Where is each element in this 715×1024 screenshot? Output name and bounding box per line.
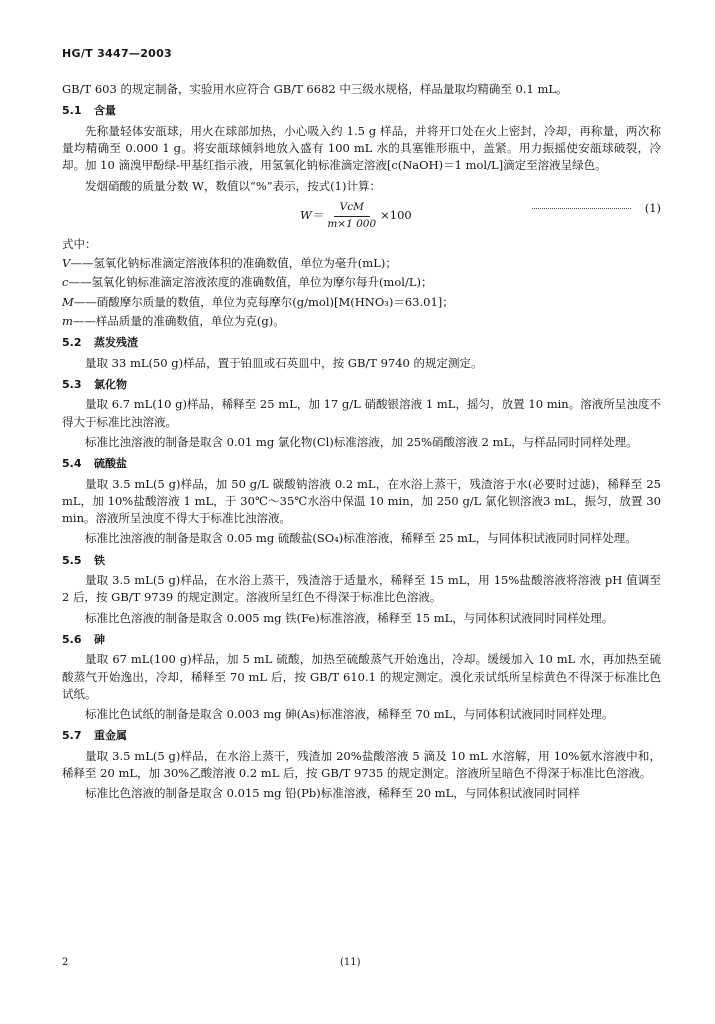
section-title: 硫酸盐 (94, 457, 127, 470)
section-5-5-paragraph-1: 量取 3.5 mL(5 g)样品，在水浴上蒸干，残渣溶于适量水，稀释至 15 mL，用 15%盐酸溶液将溶液 pH 值调至 2 后，按 GB/T 9739 的规定测定。溶液所呈红色不得深于标准比色溶液。 (62, 573, 661, 605)
definition-text: ——样品质量的准确数值，单位为克(g)。 (72, 313, 285, 328)
definition-v (62, 255, 661, 272)
intro-paragraph: GB/T 603 的规定制备，实验用水应符合 GB/T 6682 中三级水规格，样品量取均精确至 0.1 mL。 (62, 82, 568, 96)
section-5-7-paragraph-1: 量取 3.5 mL(5 g)样品，在水浴上蒸干，残渣加 20%盐酸溶液 5 滴及 10 mL 水溶解，用 10%氨水溶液中和，稀释至 20 mL，加 30%乙酸溶液 0.2 mL 后，按 GB/T 9735 的规定测定。溶液所呈暗色不得深于标准比色溶液。 (62, 748, 661, 780)
section-5-1-paragraph-1: 先称量轻体安瓿球，用火在球部加热，小心吸入约 1.5 g 样品，并将开口处在火上密封，冷却，再称量，两次称量均精确至 0.000 1 g。将安瓿球倾斜地放入盛有 100 mL 水的具塞锥形瓶中，盖紧。用力振摇使安瓿球破裂，冷却。加 10 滴溴甲酚绿-甲基红指示液，用氢氧化钠标准滴定溶液[c(NaOH)＝1 mol/L]滴定至溶液呈绿色。 (62, 123, 661, 173)
section-number: 5.2 (62, 336, 82, 349)
section-5-5-heading (62, 553, 661, 570)
definition-symbol: M (62, 294, 74, 309)
page-number: 2 (62, 957, 69, 968)
definition-symbol: m (62, 313, 73, 328)
section-5-7-paragraph-2: 标准比色溶液的制备是取含 0.015 mg 铅(Pb)标准溶液，稀释至 20 mL，与同体积试液同时同样 (85, 786, 580, 801)
section-5-2-paragraph-1: 量取 33 mL(50 g)样品，置于铂皿或石英皿中，按 GB/T 9740 的规定测定。 (85, 355, 483, 370)
section-title: 铁 (94, 553, 105, 567)
section-5-6-heading (62, 632, 661, 649)
definition-symbol: c (62, 275, 69, 290)
section-number: 5.7 (62, 729, 82, 743)
formula-multiplier: ×100 (380, 208, 412, 223)
definition-symbol: V (62, 256, 71, 270)
where-label: 式中： (62, 236, 97, 251)
section-5-3-paragraph-2: 标准比浊溶液的制备是取含 0.01 mg 氯化物(Cl)标准溶液，加 25%硝酸溶液 2 mL，与样品同时同样处理。 (85, 434, 638, 449)
section-5-1-heading (62, 103, 661, 120)
formula-leader-dots (532, 208, 631, 209)
section-number: 5.5 (62, 553, 82, 567)
section-5-3-paragraph-1: 量取 6.7 mL(10 g)样品，稀释至 25 mL，加 17 g/L 硝酸银溶液 1 mL，摇匀，放置 10 min。溶液所呈浊度不得大于标准比浊溶液。 (62, 397, 661, 429)
section-5-2-heading (62, 335, 661, 352)
section-number: 5.1 (62, 104, 82, 118)
section-5-5-paragraph-2: 标准比色溶液的制备是取含 0.005 mg 铁(Fe)标准溶液，稀释至 15 mL，与同体积试液同时同样处理。 (85, 610, 614, 625)
definition-text: ——氢氧化钠标准滴定溶液体积的准确数值，单位为毫升(mL)； (70, 256, 397, 270)
definition-m-mass (62, 313, 661, 330)
section-number: 5.6 (62, 632, 82, 646)
definition-text: ——硝酸摩尔质量的数值，单位为克每摩尔(g/mol)[M(HNO₃)＝63.01]； (73, 294, 454, 309)
formula-fraction (327, 200, 376, 233)
section-5-7-heading (62, 728, 661, 745)
section-5-1-paragraph-2: 发烟硝酸的质量分数 W，数值以“%”表示，按式(1)计算： (85, 178, 381, 193)
section-title: 重金属 (94, 729, 127, 743)
formula-1 (62, 198, 661, 232)
standard-number: HG/T 3447—2003 (62, 47, 173, 60)
section-5-6-paragraph-1: 量取 67 mL(100 g)样品，加 5 mL 硫酸，加热至硫酸蒸气开始逸出，冷却。缓缓加入 10 mL 水，再加热至硫酸蒸气开始逸出，冷却，稀释至 70 mL 后，按 GB/T 610.1 的规定测定。溴化汞试纸所呈棕黄色不得深于标准比色试纸。 (62, 652, 661, 701)
section-number: 5.4 (62, 457, 82, 470)
document-body (62, 81, 661, 806)
page-mark: (11) (340, 957, 361, 968)
definition-m-molar (62, 294, 661, 311)
definition-c (62, 274, 661, 291)
section-title: 砷 (94, 632, 105, 646)
definition-text: ——氢氧化钠标准滴定溶液浓度的准确数值，单位为摩尔每升(mol/L)； (68, 275, 433, 290)
formula-equation-number: (1) (644, 200, 661, 215)
section-5-3-heading (62, 377, 661, 394)
section-title: 氯化物 (94, 377, 127, 391)
section-5-6-paragraph-2: 标准比色试纸的制备是取含 0.003 mg 砷(As)标准溶液，稀释至 70 mL，与同体积试液同时同样处理。 (85, 707, 614, 721)
section-5-4-paragraph-1: 量取 3.5 mL(5 g)样品，加 50 g/L 碳酸钠溶液 0.2 mL，在水浴上蒸干，残渣溶于水(必要时过滤)，稀释至 25 mL，加 10%盐酸溶液 1 mL，于 30℃～35℃水浴中保温 10 min，加 250 g/L 氯化钡溶液3 mL，振匀，放置 30 min。溶液所呈浊度不得大于标准比浊溶液。 (62, 476, 661, 525)
section-number: 5.3 (62, 377, 82, 391)
section-5-4-heading (62, 456, 661, 473)
section-title: 蒸发残渣 (94, 336, 138, 349)
formula-lhs: W＝ (300, 208, 324, 223)
section-title: 含量 (94, 104, 116, 118)
formula-numerator: VcM (334, 200, 370, 217)
formula-denominator: m×1 000 (327, 217, 377, 230)
section-5-4-paragraph-2: 标准比浊溶液的制备是取含 0.05 mg 硫酸盐(SO₄)标准溶液，稀释至 25 mL，与同体积试液同时同样处理。 (85, 531, 637, 546)
formula-expression (300, 200, 412, 233)
